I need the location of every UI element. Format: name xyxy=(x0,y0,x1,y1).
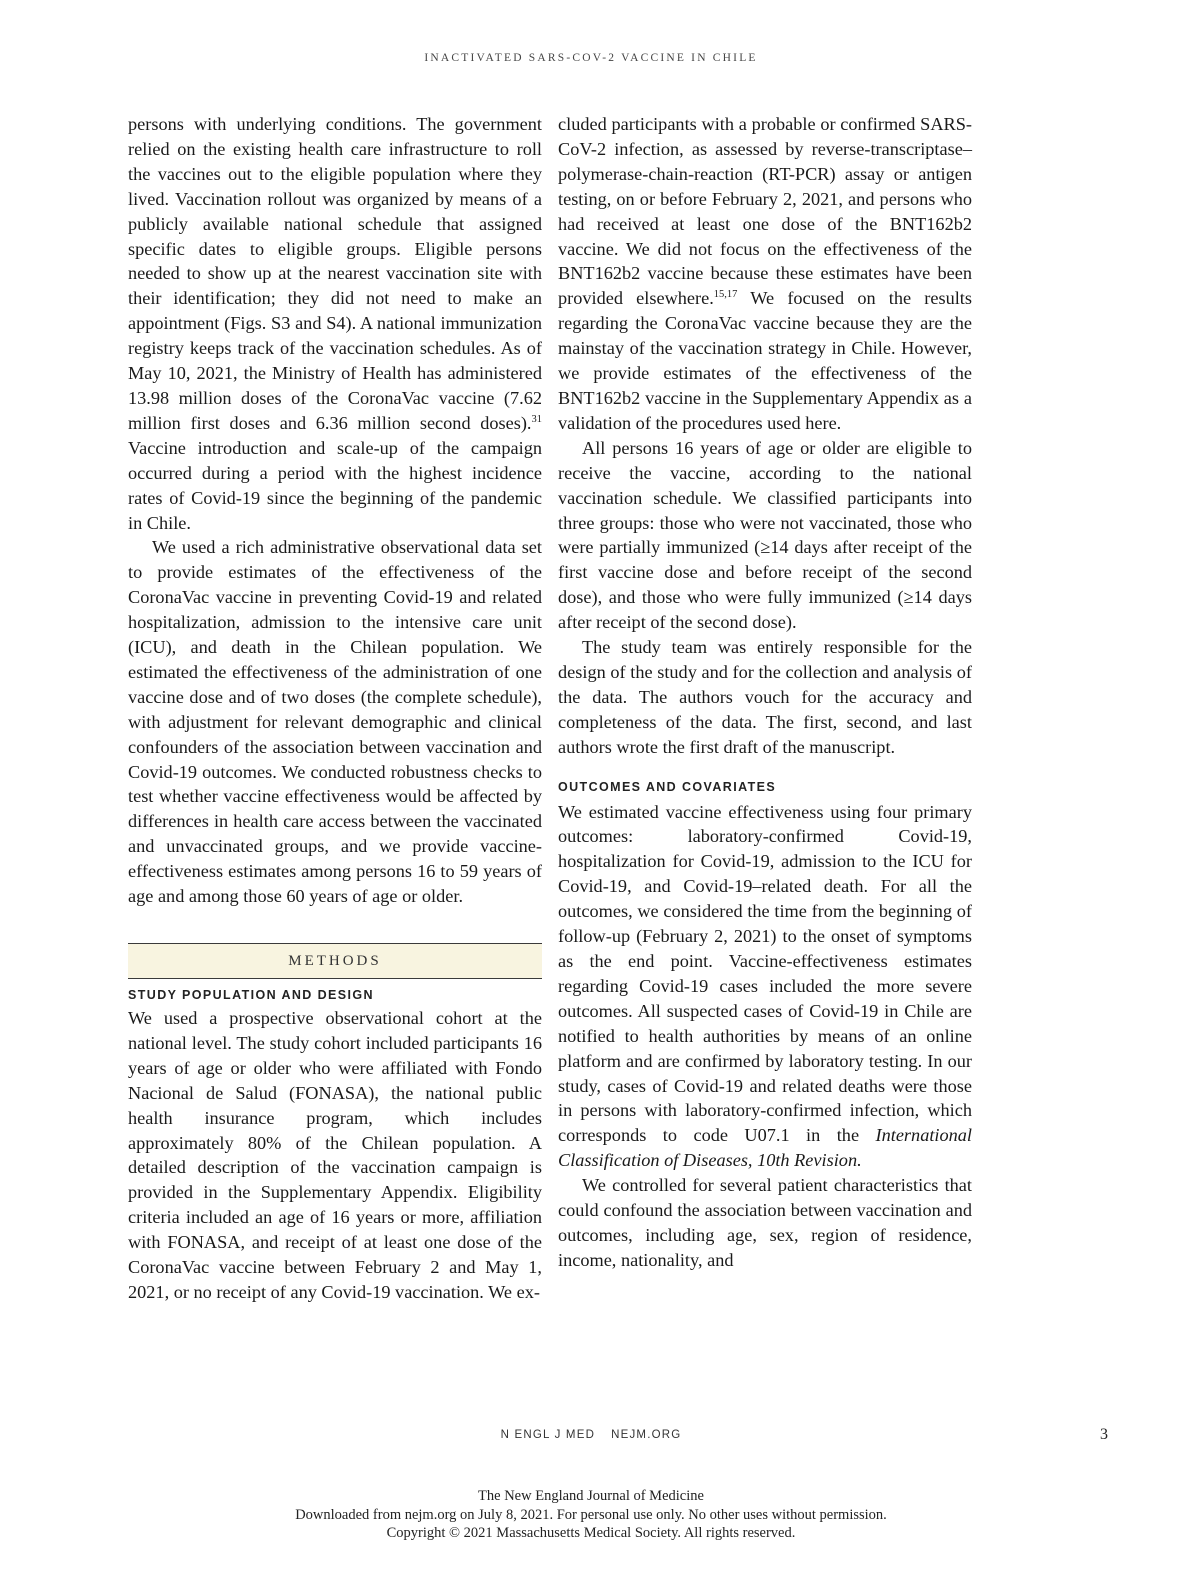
icd-italic-title: International Classification of Diseases, 10th Revision. xyxy=(558,1125,972,1171)
body-paragraph: The study team was entirely responsible for the design of the study and for the collection and analysis of the data. The authors vouch for the accuracy and completeness of the data. The first, second, and last authors wrote the first draft of the manuscript. xyxy=(558,637,972,757)
body-paragraph: We used a prospective observational cohort at the national level. The study cohort included participants 16 years of age or older who were affiliated with Fondo Nacional de Salud (FONASA), the national public health insurance program, which includes approximately 80% of the Chilean population. A detailed description of the vaccination campaign is provided in the Supplementary Appendix. Eligibility criteria included an age of 16 years or more, affiliation with FONASA, and receipt of at least one dose of the CoronaVac vaccine between February 2 and May 1, 2021, or no receipt of any Covid-19 vaccination. We ex- xyxy=(128,1008,542,1302)
methods-section-band xyxy=(128,943,542,979)
body-paragraph: We used a rich administrative observational data set to provide estimates of the effectiveness of the CoronaVac vaccine in preventing Covid-19 and related hospitalization, admission to the intensive care unit (ICU), and death in the Chilean population. We estimated the effectiveness of the administration of one vaccine dose and of two doses (the complete schedule), with adjustment for relevant demographic and clinical confounders of the association between vaccination and Covid-19 outcomes. We conducted robustness checks to test whether vaccine effectiveness would be affected by differences in health care access between the vaccinated and unvaccinated groups, and we provide vaccine-effectiveness estimates among persons 16 to 59 years of age and among those 60 years of age or older. xyxy=(128,537,542,907)
reference-superscript: 15,17 xyxy=(713,289,738,301)
journal-footer xyxy=(0,1429,1182,1441)
body-paragraph: We controlled for several patient characteristics that could confound the association between vaccination and outcomes, including age, sex, region of residence, income, nationality, and xyxy=(558,1175,972,1270)
download-notice xyxy=(0,1487,1182,1543)
body-paragraph: persons with underlying conditions. The government relied on the existing health care infrastructure to roll the vaccines out to the eligible population where they lived. Vaccination rollout was organized by means of a publicly available national schedule that assigned specific dates to eligible groups. Eligible persons needed to show up at the nearest vaccination site with their identification; they did not need to make an appointment (Figs. S3 and S4). A national immunization registry keeps track of the vaccination schedules. As of May 10, 2021, the Ministry of Health has administered 13.98 million doses of the CoronaVac vaccine (7.62 million first doses and 6.36 million second doses).$^{31}$ Vaccine introduction and scale-up of the campaign occurred during a period with the highest incidence rates of Covid-19 since the beginning of the pandemic in Chile. xyxy=(128,114,542,533)
left-column xyxy=(128,112,542,1305)
journal-name: The New England Journal of Medicine xyxy=(478,1488,704,1504)
reference-superscript: 31 xyxy=(531,413,542,425)
copyright-statement: Copyright © 2021 Massachusetts Medical Society. All rights reserved. xyxy=(386,1525,796,1541)
body-paragraph: We estimated vaccine effectiveness using four primary outcomes: laboratory-confirmed Covid-19, hospitalization for Covid-19, admission to the ICU for Covid-19, and Covid-19–related death. For all the outcomes, we considered the time from the beginning of follow-up (February 2, 2021) to the onset of symptoms as the end point. Vaccine-effectiveness estimates regarding Covid-19 cases included the more severe outcomes. All suspected cases of Covid-19 in Chile are notified to health authorities by means of an online platform and are confirmed by laboratory testing. In our study, cases of Covid-19 and related deaths were those in persons with laboratory-confirmed infection, which corresponds to code U07.1 in the International Classification of Diseases, 10th Revision. xyxy=(558,801,972,1171)
running-head: INACTIVATED SARS-COV-2 VACCINE IN CHILE xyxy=(424,52,758,64)
journal-abbrev: N ENGL J MED xyxy=(500,1429,596,1441)
download-statement: Downloaded from nejm.org on July 8, 2021. For personal use only. No other uses without permission. xyxy=(295,1506,887,1523)
page-number: 3 xyxy=(1100,1426,1108,1443)
body-paragraph: cluded participants with a probable or confirmed SARS-CoV-2 infection, as assessed by reverse-transcriptase–polymerase-chain-reaction (RT-PCR) assay or antigen testing, on or before February 2, 2021, and persons who had received at least one dose of the BNT162b2 vaccine. We did not focus on the effectiveness of the BNT162b2 vaccine because these estimates have been provided elsewhere.$^{15,17}$ We focused on the results regarding the CoronaVac vaccine because they are the mainstay of the vaccination strategy in Chile. However, we provide estimates of the effectiveness of the BNT162b2 vaccine in the Supplementary Appendix as a validation of the procedures used here. xyxy=(558,114,972,433)
outcomes-heading: OUTCOMES AND COVARIATES xyxy=(558,779,777,794)
right-column xyxy=(558,112,972,1273)
methods-heading: METHODS xyxy=(288,952,382,969)
body-paragraph: All persons 16 years of age or older are eligible to receive the vaccine, according to the national vaccination schedule. We classified participants into three groups: those who were not vaccinated, those who were partially immunized (≥14 days after receipt of the first vaccine dose and before receipt of the second dose), and those who were fully immunized (≥14 days after receipt of the second dose). xyxy=(558,437,972,633)
study-population-heading: STUDY POPULATION AND DESIGN xyxy=(128,988,374,1002)
journal-website: NEJM.ORG xyxy=(611,1429,682,1441)
